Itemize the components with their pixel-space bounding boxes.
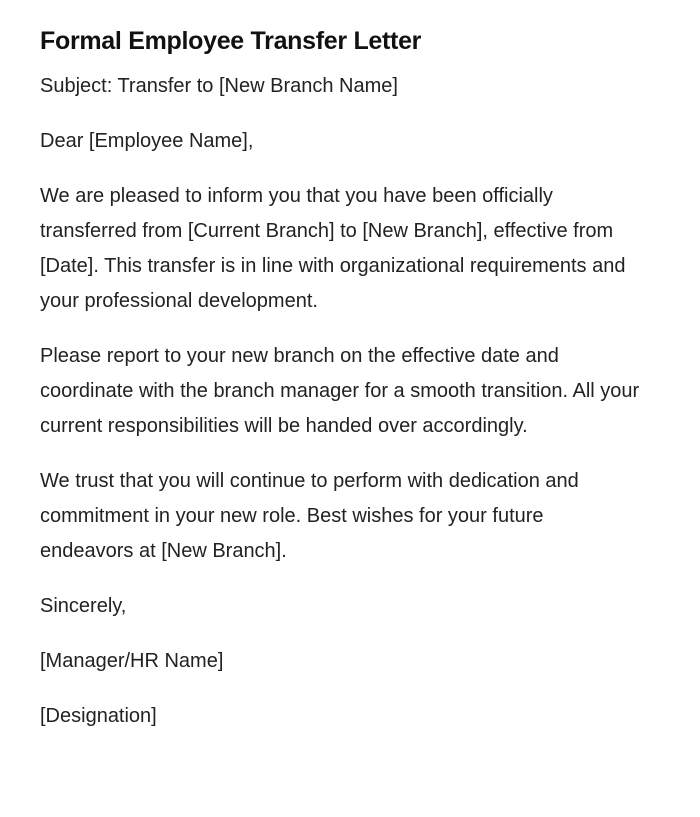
letter-signer-name: [Manager/HR Name]	[40, 650, 224, 672]
letter-closing: Sincerely,	[40, 595, 127, 617]
letter-title: Formal Employee Transfer Letter	[40, 27, 422, 55]
letter-paragraph-1: We are pleased to inform you that you have been officially transferred from [Current Branch] to [New Branch], effective from [Date]. This transfer is in line with organizational requirements and your professional development.	[40, 185, 626, 312]
letter-salutation: Dear [Employee Name],	[40, 130, 254, 152]
letter-subject: Subject: Transfer to [New Branch Name]	[40, 75, 398, 97]
letter-document	[40, 24, 640, 734]
letter-paragraph-2: Please report to your new branch on the effective date and coordinate with the branch manager for a smooth transition. All your current responsibilities will be handed over accordingly.	[40, 345, 640, 437]
letter-designation: [Designation]	[40, 705, 157, 727]
letter-paragraph-3: We trust that you will continue to perform with dedication and commitment in your new role. Best wishes for your future endeavors at [New Branch].	[40, 470, 579, 562]
